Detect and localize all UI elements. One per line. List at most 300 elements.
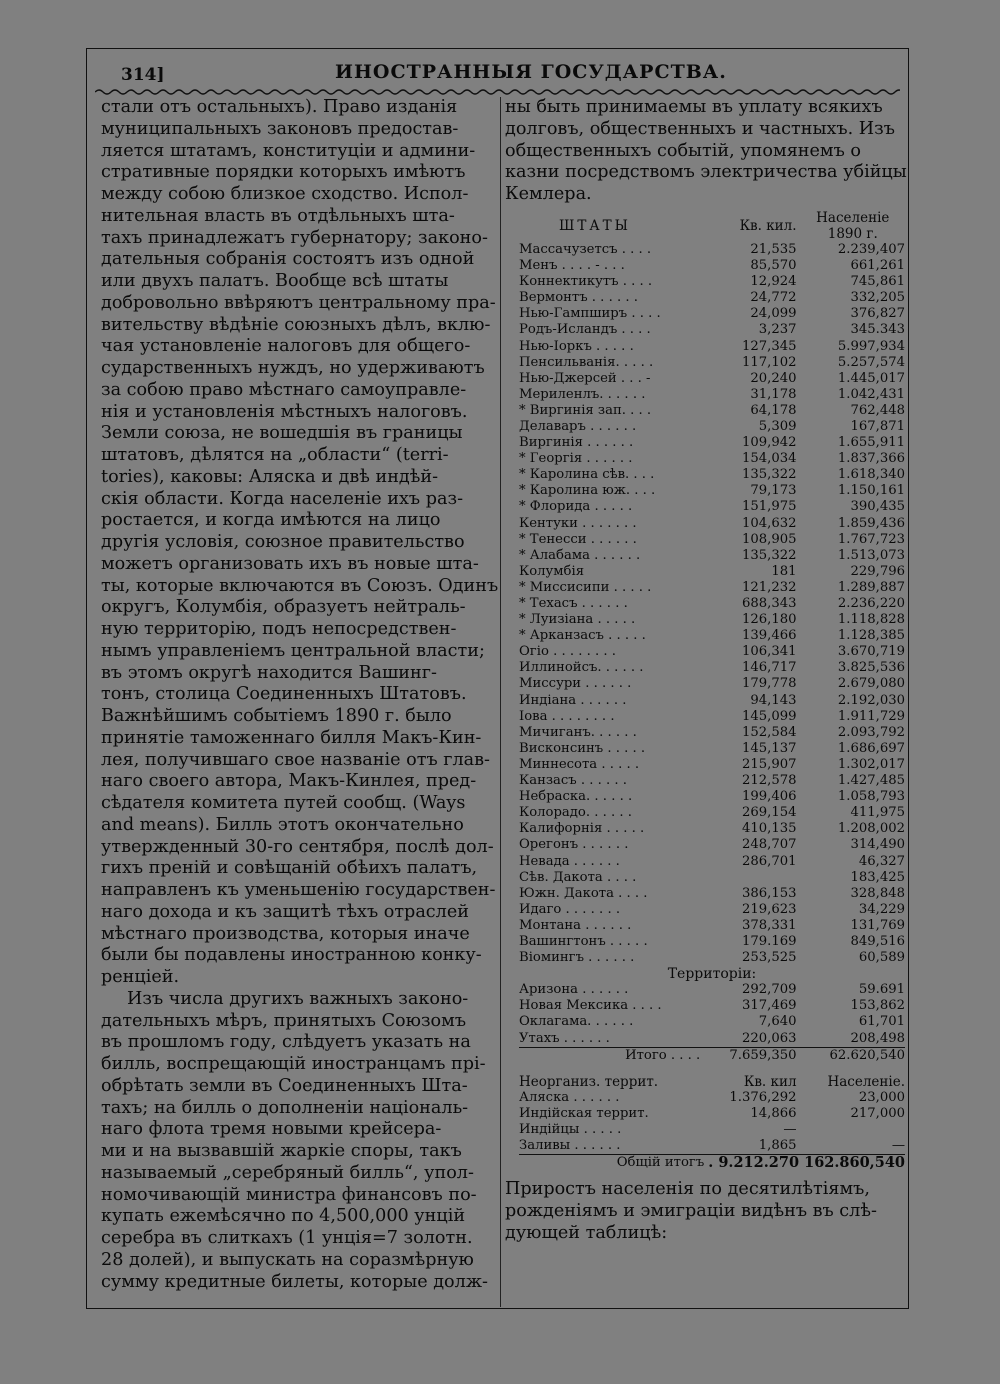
state-row xyxy=(519,676,905,692)
state-row xyxy=(519,644,905,660)
row-area: 248,707 xyxy=(741,837,797,853)
row-name: Мериленлъ. . . . . . xyxy=(519,386,646,402)
row-pop: 661,261 xyxy=(850,258,905,274)
row-name: Родъ-Исландъ . . . . xyxy=(519,322,651,338)
row-pop: 60,589 xyxy=(858,950,905,966)
row-area: 199,406 xyxy=(741,789,797,805)
row-pop: 1.289,887 xyxy=(837,579,905,595)
row-pop: 2.093,792 xyxy=(837,724,905,740)
text-line: ны быть принимаемы въ уплату всякихъ xyxy=(505,97,883,117)
state-row xyxy=(519,451,905,467)
text-line: тонъ, столица Соединенныхъ Штатовъ. xyxy=(101,684,467,705)
row-name: Утахъ . . . . . . xyxy=(519,1030,610,1046)
row-name: Менъ . . . . - . . . xyxy=(519,258,625,274)
row-name: Новая Мексика . . . . xyxy=(519,998,662,1014)
state-row xyxy=(519,934,905,950)
row-area: 20,240 xyxy=(750,370,797,386)
row-pop: 1.686,697 xyxy=(837,740,905,756)
row-name: Огіо . . . . . . . . xyxy=(519,644,616,660)
total-pop: 62.620,540 xyxy=(801,1047,905,1064)
unorg-row xyxy=(519,1106,905,1122)
row-name: Орегонъ . . . . . . xyxy=(519,837,629,853)
row-pop: 314,490 xyxy=(850,837,905,853)
row-pop: 745,861 xyxy=(850,274,905,290)
row-name: * Тенесси . . . . . . xyxy=(519,531,637,547)
row-area: 269,154 xyxy=(741,805,797,821)
page-number: 314] xyxy=(121,65,165,85)
row-pop: 23,000 xyxy=(858,1089,905,1105)
row-area: 292,709 xyxy=(741,982,797,998)
row-pop: 3.825,536 xyxy=(837,660,905,676)
row-pop: 61,701 xyxy=(858,1014,905,1030)
state-row xyxy=(519,628,905,644)
state-row xyxy=(519,789,905,805)
text-line: сударственныхъ нуждъ, но удерживаютъ xyxy=(101,358,485,378)
state-row xyxy=(519,886,905,902)
territory-row xyxy=(519,1031,905,1048)
row-pop: 1.042,431 xyxy=(837,386,905,402)
territories-title: Территоріи: xyxy=(667,966,757,983)
text-line: утвержденный 30-го сентября, послѣ дол- xyxy=(101,836,494,857)
row-area: 219,623 xyxy=(741,901,797,917)
text-line: другія условія, союзное правительство xyxy=(101,532,465,552)
row-area: 117,102 xyxy=(741,354,797,370)
text-line: за собою право мѣстнаго самоуправле- xyxy=(101,379,467,400)
state-row xyxy=(519,837,905,853)
row-name: * Георгія . . . . . . xyxy=(519,451,633,467)
row-name: Монтана . . . . . . xyxy=(519,917,632,933)
row-pop: 1.837,366 xyxy=(837,451,905,467)
row-name: Индіана . . . . . . xyxy=(519,692,627,708)
row-name: Мичиганъ. . . . . . xyxy=(519,724,637,740)
row-pop: 59.691 xyxy=(858,982,905,998)
row-area: 145,137 xyxy=(741,740,797,756)
row-pop: 3.670,719 xyxy=(837,644,905,660)
row-pop: 1.208,002 xyxy=(837,821,905,837)
row-area: 378,331 xyxy=(741,917,797,933)
total-row xyxy=(519,1047,905,1064)
state-row xyxy=(519,419,905,435)
row-area: 215,907 xyxy=(741,756,797,772)
text-line: принятіе таможеннаго билля Макъ-Кин- xyxy=(101,727,482,748)
state-row xyxy=(519,564,905,580)
row-name: * Арканзасъ . . . . . xyxy=(519,628,646,644)
text-line: тахъ принадлежатъ губернатору; законо- xyxy=(101,227,488,248)
state-row xyxy=(519,258,905,274)
row-name: Нью-Іоркъ . . . . . xyxy=(519,338,634,354)
right-outro-text xyxy=(505,1179,905,1244)
text-line: ренціей. xyxy=(101,967,180,987)
state-row xyxy=(519,757,905,773)
text-line: наго флота тремя новыми крейсера- xyxy=(101,1119,442,1140)
text-line: сумму кредитные билеты, которые долж- xyxy=(101,1271,488,1292)
grand-total-row xyxy=(519,1155,905,1172)
state-row xyxy=(519,435,905,451)
right-column xyxy=(505,97,905,1245)
state-row xyxy=(519,596,905,612)
text-line: дательныхъ мѣръ, принятыхъ Союзомъ xyxy=(101,1010,467,1031)
state-row xyxy=(519,580,905,596)
text-line: номочивающій министра финансовъ по- xyxy=(101,1184,477,1205)
row-name: * Каролина сѣв. . . . xyxy=(519,467,655,483)
row-area: 24,772 xyxy=(750,290,797,306)
page-title: ИНОСТРАННЫЯ ГОСУДАРСТВА. xyxy=(335,61,727,83)
row-name: Иллинойсъ. . . . . . xyxy=(519,660,644,676)
row-name: Идаго . . . . . . . xyxy=(519,901,621,917)
unorg-header xyxy=(519,1074,905,1090)
text-line: казни посредствомъ электричества убійцы xyxy=(505,162,907,183)
unorg-header-name: Неорганиз. террит. xyxy=(519,1073,659,1090)
row-pop: 2.679,080 xyxy=(837,676,905,692)
row-area: 121,232 xyxy=(741,579,797,595)
row-pop: 762,448 xyxy=(850,402,905,418)
row-name: Пенсильванія. . . . . xyxy=(519,354,654,370)
text-line: стративные порядки которыхъ имѣютъ xyxy=(101,162,466,183)
row-name: Колумбія xyxy=(519,563,585,579)
row-name: Аризона . . . . . . xyxy=(519,982,629,998)
text-line: and means). Билль этотъ окончательно xyxy=(101,814,464,835)
col-header-states: ШТАТЫ xyxy=(559,217,631,234)
text-line: нымъ управленіемъ центральной власти; xyxy=(101,640,485,661)
grand-total-label: Общій итогъ xyxy=(519,1155,708,1172)
row-name: * Алабама . . . . . . xyxy=(519,547,641,563)
state-row xyxy=(519,467,905,483)
text-line: стали отъ остальныхъ). Право изданія xyxy=(101,97,458,117)
text-line: между собою близкое сходство. Испол- xyxy=(101,184,469,204)
text-line: обрѣтать земли въ Соединенныхъ Шта- xyxy=(101,1075,468,1096)
state-row xyxy=(519,741,905,757)
col-header-pop: Населеніе 1890 г. xyxy=(816,209,890,242)
row-area: 179,778 xyxy=(741,676,797,692)
row-name: * Миссисипи . . . . . xyxy=(519,579,652,595)
row-area: 317,469 xyxy=(741,998,797,1014)
row-pop: 345.343 xyxy=(850,322,905,338)
state-row xyxy=(519,870,905,886)
row-pop: 2.239,407 xyxy=(837,241,905,257)
text-line: округъ, Колумбія, образуетъ нейтраль- xyxy=(101,597,466,618)
row-area: 85,570 xyxy=(750,258,797,274)
row-name: Аляска . . . . . . xyxy=(519,1089,620,1105)
states-table xyxy=(519,210,905,1172)
row-pop xyxy=(801,1122,905,1138)
text-line: называемый „серебряный билль“, упол- xyxy=(101,1162,474,1183)
territory-row xyxy=(519,982,905,998)
row-area: 1.376,292 xyxy=(729,1089,797,1105)
state-row xyxy=(519,950,905,966)
text-line: ми и на вызвавшій жаркіе споры, такъ xyxy=(101,1141,462,1161)
row-area: 253,525 xyxy=(741,950,797,966)
row-pop: 1.618,340 xyxy=(837,467,905,483)
row-area: 31,178 xyxy=(750,386,797,402)
state-row xyxy=(519,709,905,725)
text-line: муниципальныхъ законовъ предостав- xyxy=(101,118,459,139)
state-row xyxy=(519,403,905,419)
row-pop: 1.767,723 xyxy=(837,531,905,547)
text-line: купать ежемѣсячно по 4,500,000 унцій xyxy=(101,1206,466,1227)
row-area: 220,063 xyxy=(741,1030,797,1046)
row-pop: 2.236,220 xyxy=(837,596,905,611)
state-row xyxy=(519,387,905,403)
row-name: Индійская террит. xyxy=(519,1105,649,1121)
text-line: нія и установленія мѣстныхъ налоговъ. xyxy=(101,401,468,422)
text-line: добровольно ввѣряютъ центральному пра- xyxy=(101,292,496,313)
row-pop: 217,000 xyxy=(850,1105,905,1121)
text-line: Важнѣйшимъ событіемъ 1890 г. было xyxy=(101,706,452,726)
row-area: 154,034 xyxy=(741,451,797,467)
row-area: 212,578 xyxy=(741,773,797,789)
row-area: 181 xyxy=(771,563,797,579)
row-pop: 1.911,729 xyxy=(837,708,905,724)
row-area xyxy=(708,870,800,886)
row-name: * Луизіана . . . . . xyxy=(519,612,636,628)
row-area: 108,905 xyxy=(741,531,797,547)
row-pop: 1.150,161 xyxy=(837,483,905,499)
state-row xyxy=(519,902,905,918)
row-pop: 229,796 xyxy=(850,563,905,579)
row-name: Сѣв. Дакота . . . . xyxy=(519,869,637,885)
state-row xyxy=(519,274,905,290)
row-pop: 1.513,073 xyxy=(837,547,905,563)
total-area: 7.659,350 xyxy=(708,1047,800,1064)
row-area: 94,143 xyxy=(750,692,797,708)
row-name: Канзасъ . . . . . . xyxy=(519,773,627,789)
state-row xyxy=(519,821,905,837)
text-line: направленъ къ уменьшенію государствен- xyxy=(101,880,496,900)
row-area: 386,153 xyxy=(741,885,797,901)
row-pop: 328,848 xyxy=(850,885,905,901)
state-row xyxy=(519,918,905,934)
text-line: Земли союза, не вошедшія въ границы xyxy=(101,423,463,444)
text-line: ляется штатамъ, конституціи и админи- xyxy=(101,140,476,161)
row-pop: 1.445,017 xyxy=(837,370,905,386)
unorg-row xyxy=(519,1122,905,1138)
text-line: билль, воспрещающій иностранцамъ прі- xyxy=(101,1054,486,1074)
total-label: Итого . . . . xyxy=(519,1047,708,1064)
row-name: Заливы . . . . . . xyxy=(519,1138,621,1154)
state-row xyxy=(519,854,905,870)
state-row xyxy=(519,693,905,709)
row-pop: 167,871 xyxy=(850,418,905,434)
text-line: или двухъ палатъ. Вообще всѣ штаты xyxy=(101,271,449,291)
row-name: * Техасъ . . . . . . xyxy=(519,596,628,611)
row-area: 109,942 xyxy=(741,435,797,451)
text-line: tories), каковы: Аляска и двѣ индѣй- xyxy=(101,466,439,487)
text-line: Приростъ населенія по десятилѣтіямъ, xyxy=(505,1179,870,1200)
row-area: 410,135 xyxy=(741,821,797,837)
grand-total-value: . 9.212.270 162.860,540 xyxy=(708,1154,905,1172)
text-line: скія области. Когда населеніе ихъ раз- xyxy=(101,488,464,509)
row-pop: 332,205 xyxy=(850,290,905,306)
row-area: 286,701 xyxy=(741,853,797,869)
row-name: Віомингъ . . . . . . xyxy=(519,950,635,966)
text-line: можетъ организовать ихъ въ новые шта- xyxy=(101,553,479,574)
row-area: 688,343 xyxy=(741,596,797,611)
row-area: 64,178 xyxy=(750,402,797,418)
state-row xyxy=(519,660,905,676)
state-row xyxy=(519,483,905,499)
row-area: 127,345 xyxy=(741,338,797,354)
text-line: мѣстнаго производства, которыя иначе xyxy=(101,923,470,944)
territory-row xyxy=(519,998,905,1014)
row-area: 5,309 xyxy=(758,418,797,434)
row-name: * Каролина юж. . . . xyxy=(519,483,656,499)
text-line: ты, которые включаются въ Союзъ. Одинъ xyxy=(101,575,499,596)
row-name: Небраска. . . . . . xyxy=(519,789,633,805)
row-name: Нью-Гампширъ . . . . xyxy=(519,306,661,322)
row-area: — xyxy=(783,1122,797,1137)
row-area: 152,584 xyxy=(741,724,797,740)
text-line: ную территорію, подъ непосредствен- xyxy=(101,619,457,639)
row-name: Оклагама. . . . . . xyxy=(519,1014,634,1030)
row-pop: 46,327 xyxy=(858,853,905,869)
row-area: 145,099 xyxy=(741,708,797,724)
wavy-rule xyxy=(95,87,900,97)
row-name: Кентуки . . . . . . . xyxy=(519,515,637,531)
row-name: Миссури . . . . . . xyxy=(519,676,632,692)
row-name: Делаваръ . . . . . . xyxy=(519,418,637,434)
text-line: наго своего автора, Макъ-Кинлея, пред- xyxy=(101,771,477,792)
row-area: 179.169 xyxy=(741,933,797,949)
row-pop: 1.427,485 xyxy=(837,773,905,789)
state-row xyxy=(519,532,905,548)
row-pop: 1.118,828 xyxy=(837,612,905,628)
unorg-header-pop: Населеніе. xyxy=(827,1073,905,1090)
row-area: 3,237 xyxy=(758,322,797,338)
row-pop: 208,498 xyxy=(850,1030,905,1046)
row-name: Вермонтъ . . . . . . xyxy=(519,290,638,306)
text-line: долговъ, общественныхъ и частныхъ. Изъ xyxy=(505,118,895,139)
row-name: Виргинія . . . . . . xyxy=(519,435,634,451)
row-name: Іова . . . . . . . . xyxy=(519,708,615,724)
row-pop: 34,229 xyxy=(858,901,905,917)
text-line: наго дохода и къ защитѣ тѣхъ отраслей xyxy=(101,901,469,922)
left-column xyxy=(101,97,499,1293)
text-line: въ прошломъ году, слѣдуетъ указать на xyxy=(101,1032,471,1053)
row-pop: — xyxy=(891,1138,905,1154)
state-row xyxy=(519,548,905,564)
row-area: 106,341 xyxy=(741,644,797,660)
row-name: Вашингтонъ . . . . . xyxy=(519,933,648,949)
state-row xyxy=(519,371,905,387)
text-line: дующей таблицѣ: xyxy=(505,1222,668,1243)
text-line: ростается, и когда имѣются на лицо xyxy=(101,510,441,531)
row-pop: 1.302,017 xyxy=(837,756,905,772)
state-row xyxy=(519,242,905,258)
row-pop: 411,975 xyxy=(850,805,905,821)
row-area: 14,866 xyxy=(750,1105,797,1121)
row-name: * Виргинія зап. . . . xyxy=(519,402,652,418)
row-area: 151,975 xyxy=(741,499,797,515)
text-line: штатовъ, дѣлятся на „области“ (terri- xyxy=(101,445,449,465)
row-area: 146,717 xyxy=(741,660,797,676)
page-header xyxy=(87,49,908,95)
row-area: 21,535 xyxy=(750,241,797,257)
row-pop: 1.655,911 xyxy=(837,435,905,451)
row-pop: 1.128,385 xyxy=(837,628,905,644)
row-pop: 376,827 xyxy=(850,306,905,322)
row-name: Индійцы . . . . . xyxy=(519,1122,622,1137)
row-area: 24,099 xyxy=(750,306,797,322)
row-pop: 390,435 xyxy=(850,499,905,515)
column-divider xyxy=(500,97,501,1307)
state-row xyxy=(519,612,905,628)
text-line: дательныя собранія состоятъ изъ одной xyxy=(101,249,475,270)
row-name: Миннесота . . . . . xyxy=(519,756,640,772)
row-pop: 849,516 xyxy=(850,933,905,949)
col-header-area: Кв. кил. xyxy=(739,217,797,234)
row-name: Висконсинъ . . . . . xyxy=(519,740,646,756)
row-area: 79,173 xyxy=(750,483,797,499)
row-name: Колорадо. . . . . . xyxy=(519,805,632,821)
row-pop: 1.859,436 xyxy=(837,515,905,531)
text-line: въ этомъ округѣ находится Вашинг- xyxy=(101,662,437,683)
row-pop: 131,769 xyxy=(850,917,905,933)
text-line: чая установленіе налоговъ для общего- xyxy=(101,336,471,357)
text-line: рожденіямъ и эмиграціи видѣнъ въ слѣ- xyxy=(505,1201,877,1222)
unorg-row xyxy=(519,1090,905,1106)
unorg-row xyxy=(519,1138,905,1155)
row-pop: 5.257,574 xyxy=(837,354,905,370)
text-line: Кемлера. xyxy=(505,184,592,204)
right-intro-text xyxy=(505,97,905,206)
state-row xyxy=(519,516,905,532)
row-name: Коннектикутъ . . . . xyxy=(519,274,653,290)
row-pop: 2.192,030 xyxy=(837,692,905,708)
text-line: были бы подавлены иностранною конку- xyxy=(101,945,482,966)
text-line: вительству вѣдѣніе союзныхъ дѣлъ, вклю- xyxy=(101,314,491,335)
state-row xyxy=(519,355,905,371)
state-row xyxy=(519,339,905,355)
row-area: 12,924 xyxy=(750,274,797,290)
text-line: 28 долей), и выпускать на соразмѣрную xyxy=(101,1249,474,1270)
state-row xyxy=(519,306,905,322)
page-frame xyxy=(86,48,909,1309)
state-row xyxy=(519,773,905,789)
row-name: * Флорида . . . . . xyxy=(519,499,633,515)
state-row xyxy=(519,290,905,306)
text-line: Изъ числа другихъ важныхъ законо- xyxy=(127,988,469,1009)
row-area: 135,322 xyxy=(741,467,797,483)
state-row xyxy=(519,805,905,821)
state-row xyxy=(519,725,905,741)
row-pop: 5.997,934 xyxy=(837,338,905,354)
row-name: Нью-Джерсей . . . - xyxy=(519,370,651,386)
row-name: Южн. Дакота . . . . xyxy=(519,885,648,901)
row-pop: 1.058,793 xyxy=(837,789,905,805)
row-area: 7,640 xyxy=(758,1014,797,1030)
row-area: 135,322 xyxy=(741,547,797,563)
row-name: Массачузетсъ . . . . xyxy=(519,241,652,257)
text-line: лея, получившаго свое названіе отъ глав- xyxy=(101,749,490,770)
text-line: сѣдателя комитета путей сообщ. (Ways xyxy=(101,793,466,813)
row-area: 126,180 xyxy=(741,612,797,628)
row-name: Калифорнія . . . . . xyxy=(519,821,645,837)
state-row xyxy=(519,322,905,338)
row-pop: 153,862 xyxy=(850,998,905,1014)
text-line: серебра въ слиткахъ (1 унція=7 золотн. xyxy=(101,1228,473,1248)
text-line: общественныхъ событій, упомянемъ о xyxy=(505,140,861,161)
unorg-header-area: Кв. кил xyxy=(743,1073,797,1090)
row-pop: 183,425 xyxy=(850,869,905,885)
territory-row xyxy=(519,1014,905,1030)
row-area: 1,865 xyxy=(758,1138,797,1154)
row-area: 139,466 xyxy=(741,628,797,644)
row-area: 104,632 xyxy=(741,515,797,531)
row-name: Невада . . . . . . xyxy=(519,853,620,869)
text-line: гихъ преній и совѣщаній обѣихъ палатъ, xyxy=(101,858,478,879)
text-line: нительная власть въ отдѣльныхъ шта- xyxy=(101,205,455,226)
state-row xyxy=(519,499,905,515)
